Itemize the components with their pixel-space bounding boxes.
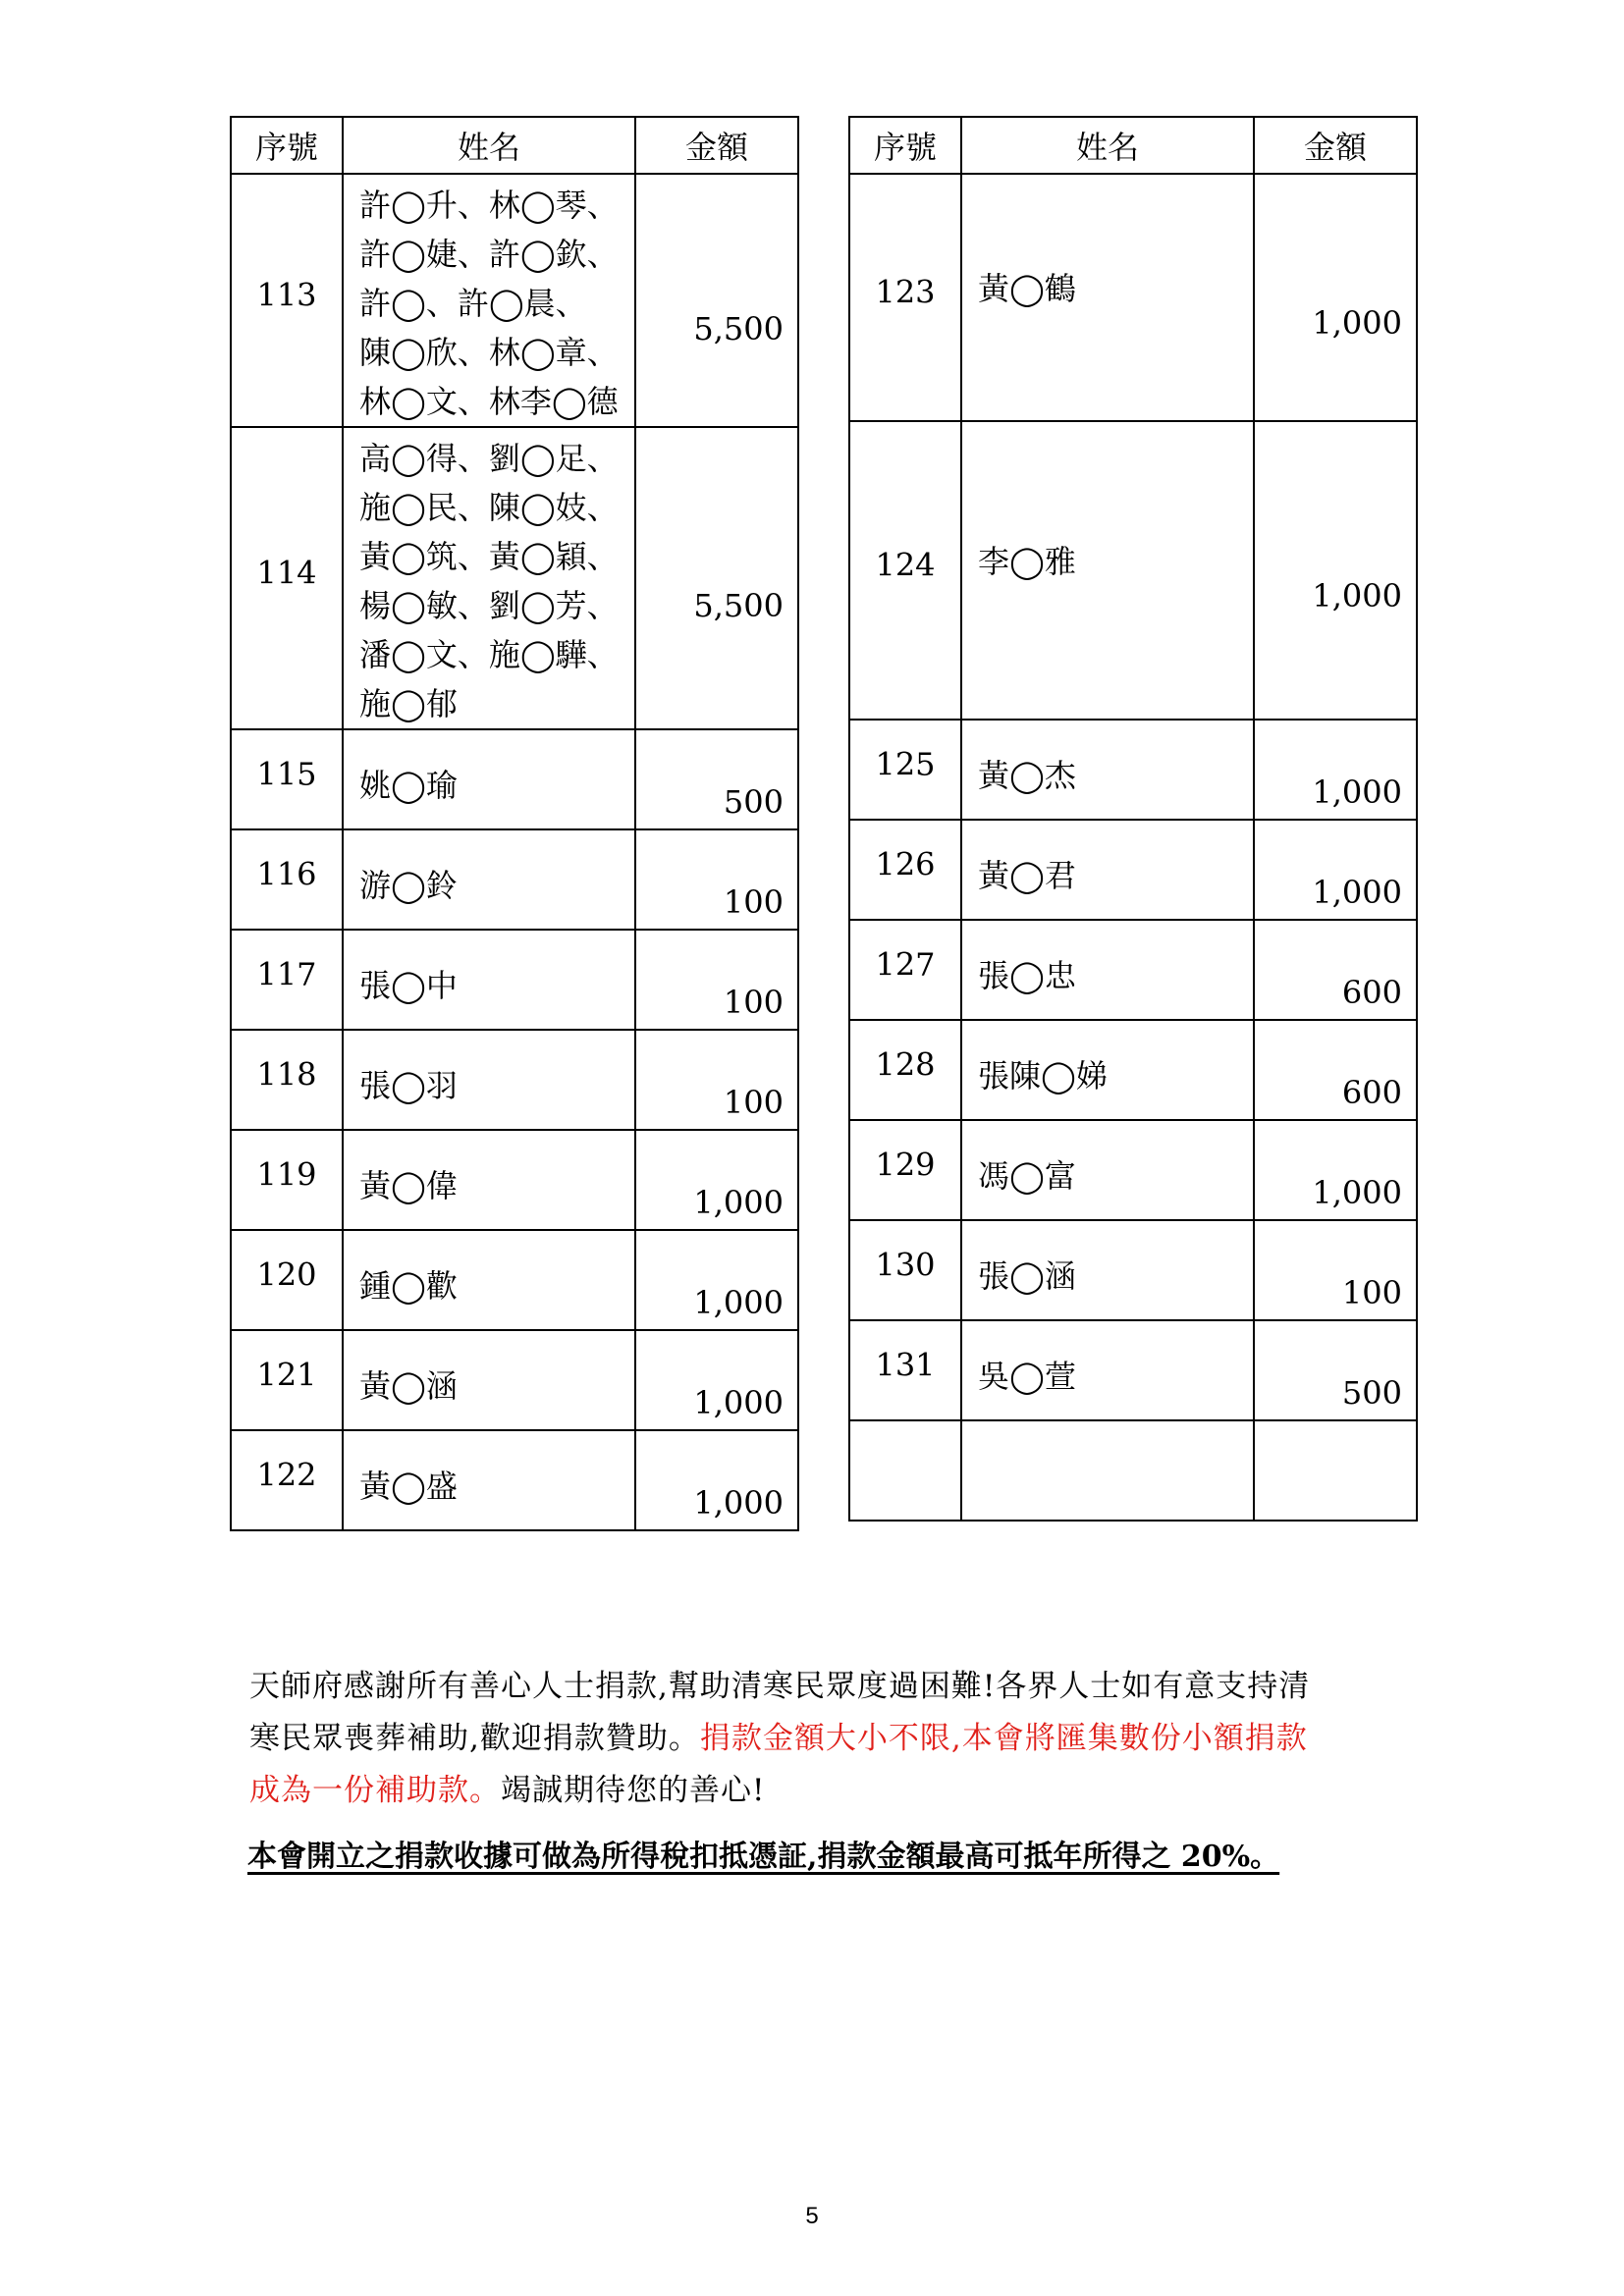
name-cell: 馮◯富	[961, 1120, 1254, 1220]
seq-cell: 119	[231, 1130, 343, 1230]
table-row	[231, 427, 798, 729]
name-cell: 張◯羽	[343, 1030, 635, 1130]
amount-cell: 100	[635, 1030, 798, 1130]
header-amount: 金額	[1254, 117, 1417, 174]
amount-cell: 600	[1254, 1020, 1417, 1120]
table-row	[849, 174, 1417, 421]
header-seq: 序號	[231, 117, 343, 174]
table-row	[849, 820, 1417, 920]
name-cell: 許◯升、林◯琴、 許◯婕、許◯欽、 許◯、許◯晨、 陳◯欣、林◯章、 林◯文、林李◯德	[343, 174, 635, 427]
name-cell: 黃◯盛	[343, 1430, 635, 1530]
amount-cell: 1,000	[635, 1330, 798, 1430]
notice-highlight: 成為一份補助款。	[249, 1773, 501, 1808]
name-cell: 黃◯鶴	[961, 174, 1254, 421]
name-cell: 張◯忠	[961, 920, 1254, 1020]
table-row	[849, 1120, 1417, 1220]
name-cell: 高◯得、劉◯足、 施◯民、陳◯妓、 黃◯筑、黃◯穎、 楊◯敏、劉◯芳、 潘◯文、施◯驊、 施◯郁	[343, 427, 635, 729]
notice-highlight: 捐款金額大小不限,本會將匯集數份小額捐款	[699, 1721, 1308, 1756]
name-cell: 黃◯涵	[343, 1330, 635, 1430]
notice-line: 寒民眾喪葬補助,歡迎捐款贊助。捐款金額大小不限,本會將匯集數份小額捐款	[249, 1721, 1308, 1756]
donation-notice	[249, 1661, 1388, 1817]
table-row	[231, 1130, 798, 1230]
seq-cell: 128	[849, 1020, 961, 1120]
header-amount: 金額	[635, 117, 798, 174]
name-cell: 游◯鈴	[343, 829, 635, 930]
amount-cell: 1,000	[635, 1430, 798, 1530]
table-row	[849, 920, 1417, 1020]
amount-cell: 5,500	[635, 427, 798, 729]
amount-cell: 600	[1254, 920, 1417, 1020]
amount-cell: 500	[635, 729, 798, 829]
header-name: 姓名	[961, 117, 1254, 174]
table-row	[849, 421, 1417, 720]
seq-cell: 120	[231, 1230, 343, 1330]
name-cell: 黃◯君	[961, 820, 1254, 920]
amount-cell: 1,000	[1254, 820, 1417, 920]
seq-cell: 126	[849, 820, 961, 920]
amount-cell	[1254, 1420, 1417, 1521]
name-cell: 黃◯偉	[343, 1130, 635, 1230]
seq-cell: 131	[849, 1320, 961, 1420]
amount-cell: 1,000	[635, 1230, 798, 1330]
header-seq: 序號	[849, 117, 961, 174]
name-cell: 李◯雅	[961, 421, 1254, 720]
table-row	[231, 1230, 798, 1330]
table-row	[849, 1220, 1417, 1320]
table-row	[231, 1330, 798, 1430]
amount-cell: 100	[635, 930, 798, 1030]
amount-cell: 500	[1254, 1320, 1417, 1420]
name-cell	[961, 1420, 1254, 1521]
name-cell: 張陳◯娣	[961, 1020, 1254, 1120]
donor-table-right	[848, 116, 1418, 1522]
seq-cell: 122	[231, 1430, 343, 1530]
amount-cell: 100	[635, 829, 798, 930]
amount-cell: 1,000	[1254, 421, 1417, 720]
name-cell: 姚◯瑜	[343, 729, 635, 829]
seq-cell: 121	[231, 1330, 343, 1430]
table-row	[231, 174, 798, 427]
name-cell: 黃◯杰	[961, 720, 1254, 820]
seq-cell: 125	[849, 720, 961, 820]
amount-cell: 100	[1254, 1220, 1417, 1320]
seq-cell: 117	[231, 930, 343, 1030]
table-row	[231, 1030, 798, 1130]
table-row	[231, 829, 798, 930]
seq-cell: 123	[849, 174, 961, 421]
amount-cell: 5,500	[635, 174, 798, 427]
seq-cell: 115	[231, 729, 343, 829]
seq-cell: 127	[849, 920, 961, 1020]
name-cell: 張◯中	[343, 930, 635, 1030]
seq-cell: 116	[231, 829, 343, 930]
donor-table-left	[230, 116, 799, 1531]
seq-cell	[849, 1420, 961, 1521]
amount-cell: 1,000	[1254, 720, 1417, 820]
notice-line: 成為一份補助款。竭誠期待您的善心!	[249, 1773, 766, 1808]
table-row	[231, 1430, 798, 1530]
table-row	[231, 930, 798, 1030]
table-row	[231, 729, 798, 829]
seq-cell: 114	[231, 427, 343, 729]
amount-cell: 1,000	[635, 1130, 798, 1230]
table-row	[849, 1320, 1417, 1420]
seq-cell: 130	[849, 1220, 961, 1320]
table-row	[849, 720, 1417, 820]
name-cell: 吳◯萱	[961, 1320, 1254, 1420]
table-header-row	[231, 117, 798, 174]
table-row	[849, 1020, 1417, 1120]
seq-cell: 129	[849, 1120, 961, 1220]
seq-cell: 124	[849, 421, 961, 720]
notice-line: 天師府感謝所有善心人士捐款,幫助清寒民眾度過困難!各界人士如有意支持清	[249, 1669, 1311, 1704]
seq-cell: 113	[231, 174, 343, 427]
amount-cell: 1,000	[1254, 1120, 1417, 1220]
name-cell: 張◯涵	[961, 1220, 1254, 1320]
tax-deduction-note: 本會開立之捐款收據可做為所得稅扣抵憑証,捐款金額最高可抵年所得之 20%。	[247, 1840, 1280, 1874]
seq-cell: 118	[231, 1030, 343, 1130]
header-name: 姓名	[343, 117, 635, 174]
amount-cell: 1,000	[1254, 174, 1417, 421]
table-header-row	[849, 117, 1417, 174]
table-row-empty	[849, 1420, 1417, 1521]
page-number: 5	[805, 2203, 819, 2229]
name-cell: 鍾◯歡	[343, 1230, 635, 1330]
